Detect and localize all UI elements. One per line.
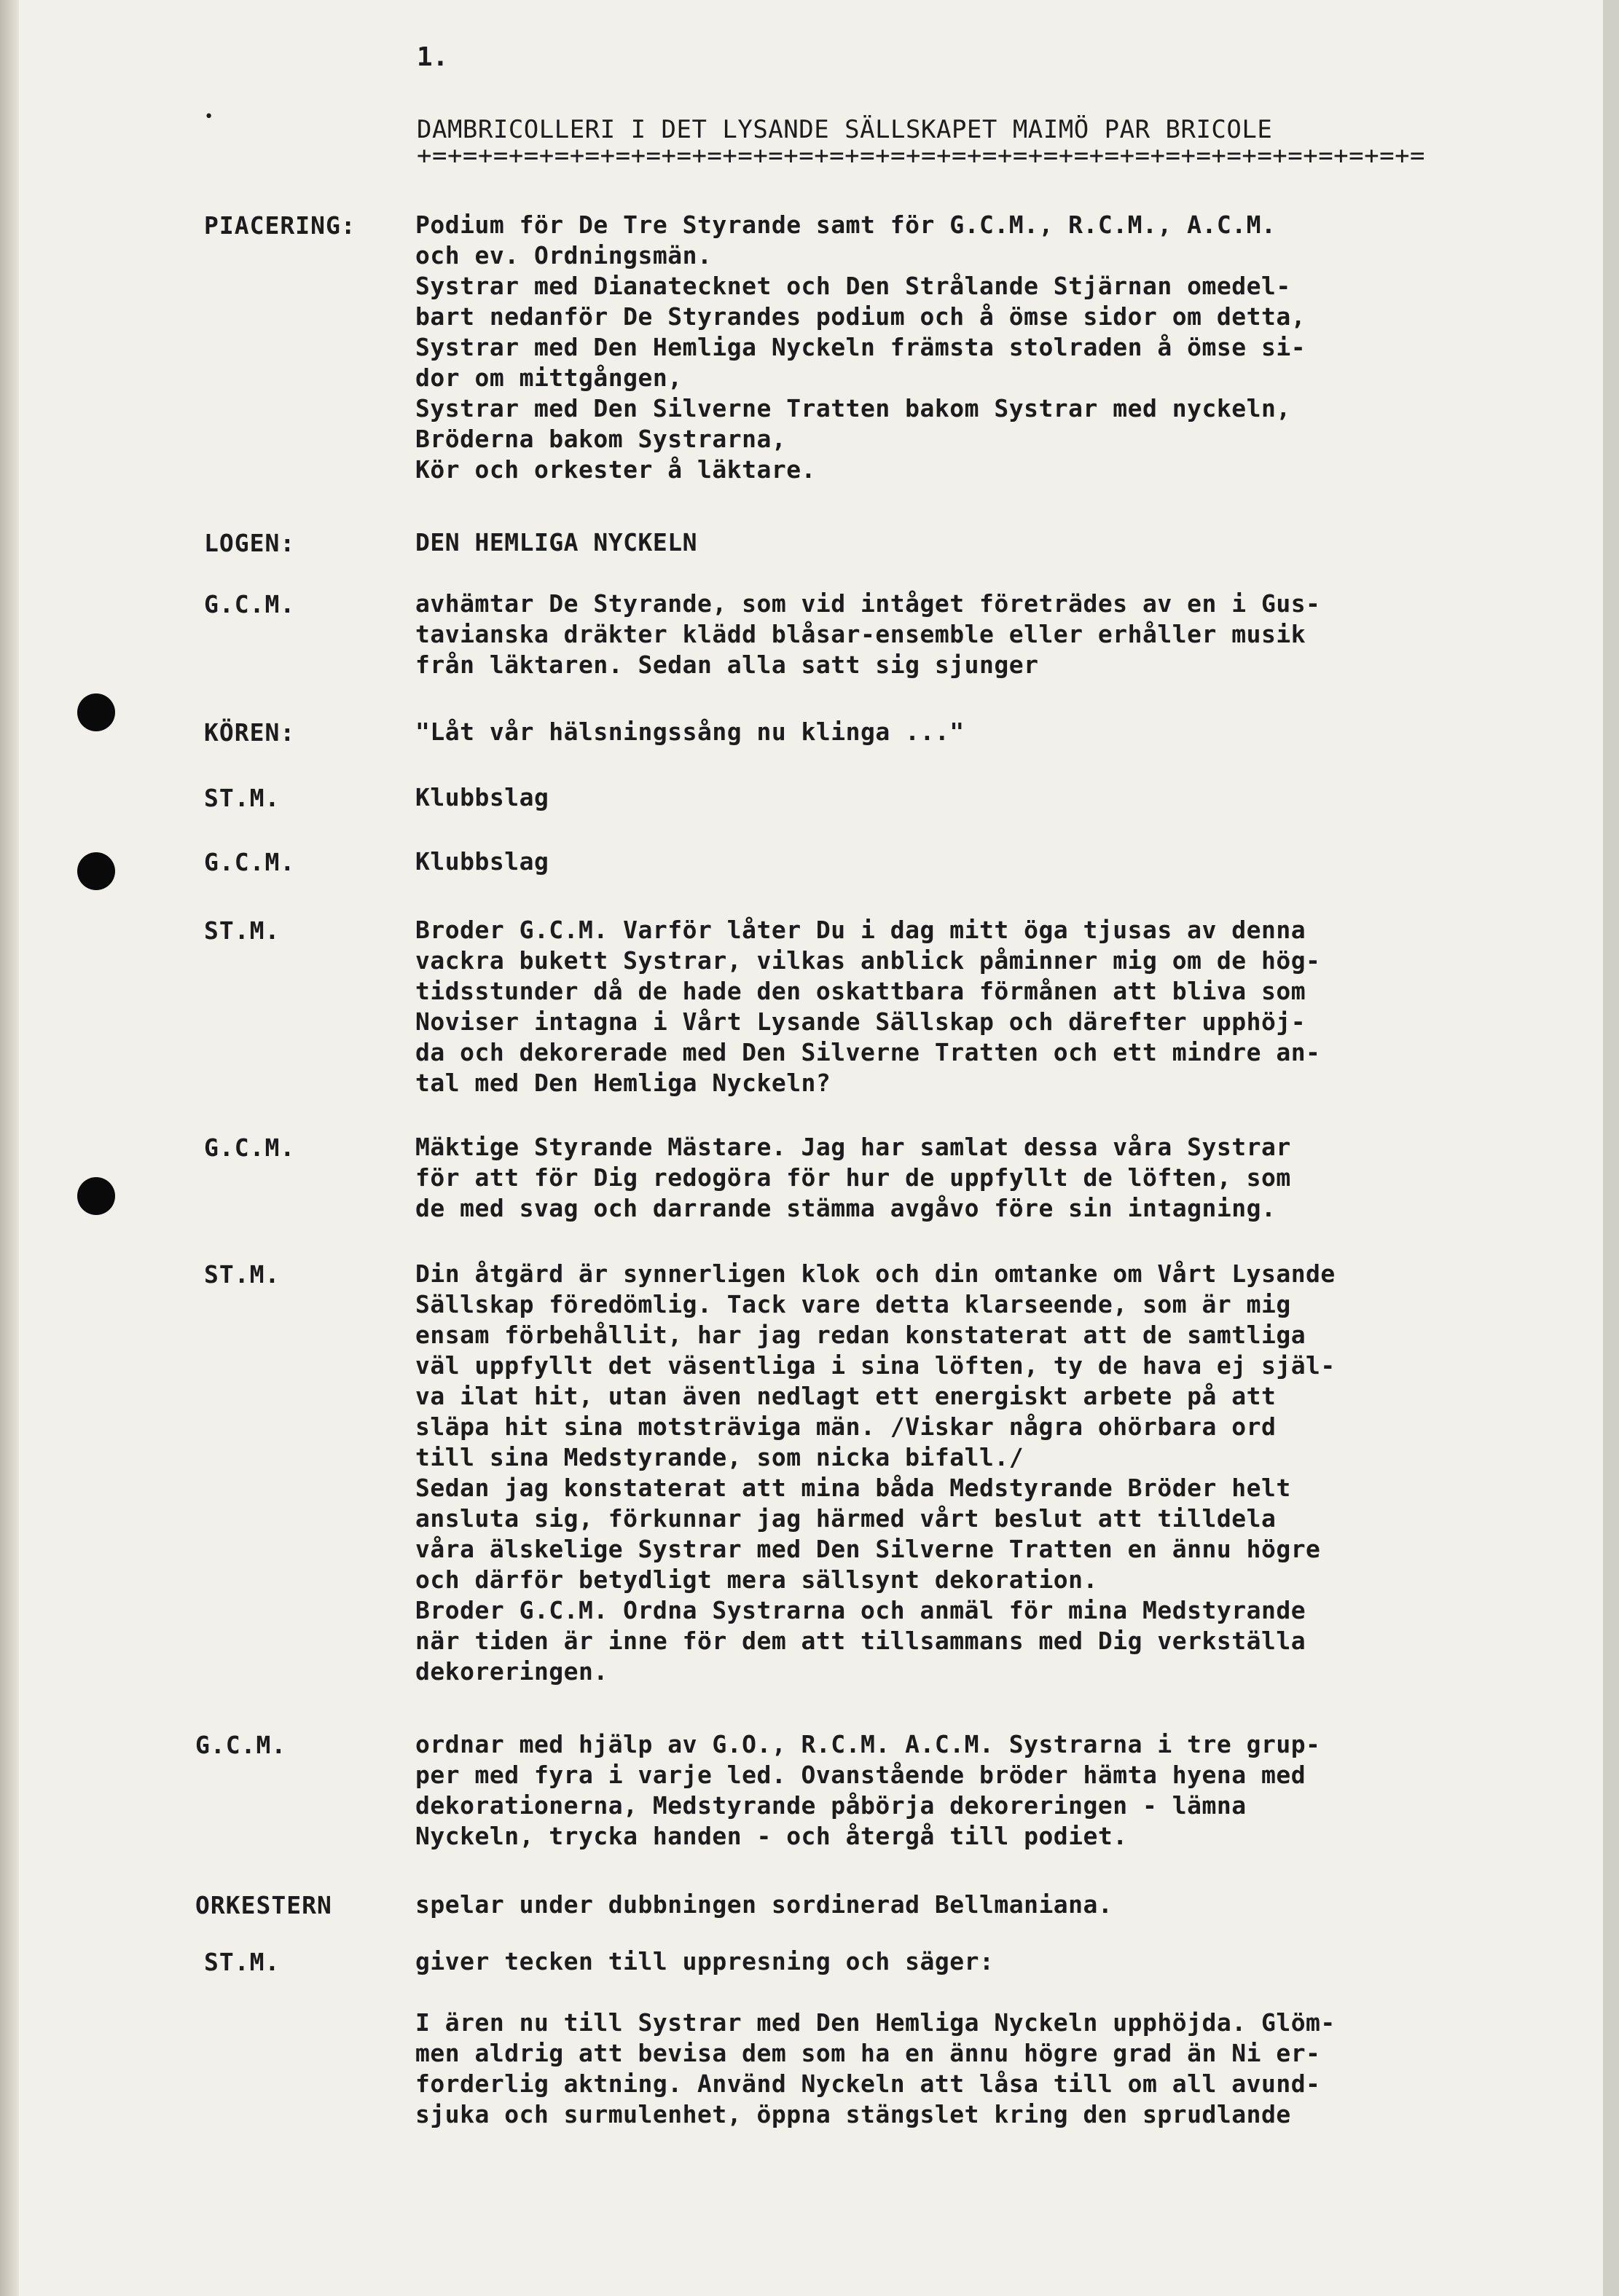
speaker-label: G.C.M. xyxy=(204,848,296,876)
section-text: "Låt vår hälsningssång nu klinga ..." xyxy=(415,718,965,746)
speaker-label: G.C.M. xyxy=(204,1133,296,1162)
speaker-label: G.C.M. xyxy=(204,590,296,618)
section-text: Podium för De Tre Styrande samt för G.C.M., R.C.M., A.C.M. och ev. Ordningsmän. Systrar med Dianatecknet och Den Strålande Stjärnan omedel- bart nedanför De Styrandes podium och å ömse sidor om detta, Systrar med Den Hemliga Nyckeln främsta stolraden å ömse si- dor om mittgången, Systrar med Den Silverne Tratten bakom Systrar med nyckeln, Bröderna bakom Systrarna, Kör och orkester å läktare. xyxy=(415,211,1306,484)
section-text: I ären nu till Systrar med Den Hemliga Nyckeln upphöjda. Glöm- men aldrig att bevisa dem som ha en ännu högre grad än Ni er- forderlig aktning. Använd Nyckeln att låsa till om all avund- sjuka och surmulenhet, öppna stängslet kring den sprudlande xyxy=(415,2008,1336,2128)
punch-hole xyxy=(77,693,115,731)
speaker-label: LOGEN: xyxy=(204,529,296,557)
section-text: Din åtgärd är synnerligen klok och din omtanke om Vårt Lysande Sällskap föredömlig. Tack vare detta klarseende, som är mig ensam förbehållit, har jag redan konstaterat att de samtliga väl uppfyllt det väsentliga i sina löften, ty de hava ej själ- va ilat hit, utan även nedlagt ett energiskt arbete på att släpa hit sina motsträviga män. /Viskar några ohörbara ord till sina Medstyrande, som nicka bifall./ Sedan jag konstaterat att mina båda Medstyrande Bröder helt ansluta sig, förkunnar jag härmed vårt beslut att tilldela våra älskelige Systrar med Den Silverne Tratten en ännu högre och därför betydligt mera sällsynt dekoration. Broder G.C.M. Ordna Systrarna och anmäl för mina Medstyrande när tiden är inne för dem att tillsammans med Dig verkställa dekoreringen. xyxy=(415,1259,1336,1686)
speaker-label: ST.M. xyxy=(204,916,281,945)
section-text: avhämtar De Styrande, som vid intåget företrädes av en i Gus- tavianska dräkter klädd blåsar-ensemble eller erhåller musik från läktaren. Sedan alla satt sig sjunger xyxy=(415,589,1321,679)
section-text: DEN HEMLIGA NYCKELN xyxy=(415,528,697,557)
section-text: Mäktige Styrande Mästare. Jag har samlat dessa våra Systrar för att för Dig redogöra för hur de uppfyllt de löften, som de med svag och darrande stämma avgåvo före sin intagning. xyxy=(415,1133,1291,1222)
margin-mark: • xyxy=(204,108,214,126)
section-text: ordnar med hjälp av G.O., R.C.M. A.C.M. Systrarna i tre grup- per med fyra i varje led. Ovanstående bröder hämta hyena med dekorationerna, Medstyrande påbörja dekoreringen - lämna Nyckeln, trycka handen - och återgå till podiet. xyxy=(415,1730,1321,1850)
punch-hole xyxy=(77,852,115,890)
speaker-label: ST.M. xyxy=(204,1260,281,1289)
section-text: Klubbslag xyxy=(415,847,549,876)
title-underline: +=+=+=+=+=+=+=+=+=+=+=+=+=+=+=+=+=+=+=+=+=+=+=+=+=+=+=+=+=+=+=+=+= xyxy=(417,141,1426,170)
section-text: spelar under dubbningen sordinerad Bellmaniana. xyxy=(415,1890,1113,1919)
section-text: Klubbslag xyxy=(415,783,549,811)
paper-edge xyxy=(0,0,19,2296)
speaker-label: G.C.M. xyxy=(195,1731,287,1759)
document-title: DAMBRICOLLERI I DET LYSANDE SÄLLSKAPET MAIMÖ PAR BRICOLE xyxy=(417,115,1273,144)
punch-hole xyxy=(77,1177,115,1215)
speaker-label: KÖREN: xyxy=(204,718,296,747)
speaker-label: ORKESTERN xyxy=(195,1891,332,1919)
speaker-label: ST.M. xyxy=(204,1948,281,1976)
speaker-label: PIACERING: xyxy=(204,211,356,240)
section-text: giver tecken till uppresning och säger: xyxy=(415,1947,995,1975)
speaker-label: ST.M. xyxy=(204,784,281,812)
page-number: 1. xyxy=(417,42,449,72)
section-text: Broder G.C.M. Varför låter Du i dag mitt öga tjusas av denna vackra bukett Systrar, vilkas anblick påminner mig om de hög- tidsstunder då de hade den oskattbara förmånen att bliva som Noviser intagna i Vårt Lysande Sällskap och därefter upphöj- da och dekorerade med Den Silverne Tratten och ett mindre an- tal med Den Hemliga Nyckeln? xyxy=(415,916,1321,1097)
